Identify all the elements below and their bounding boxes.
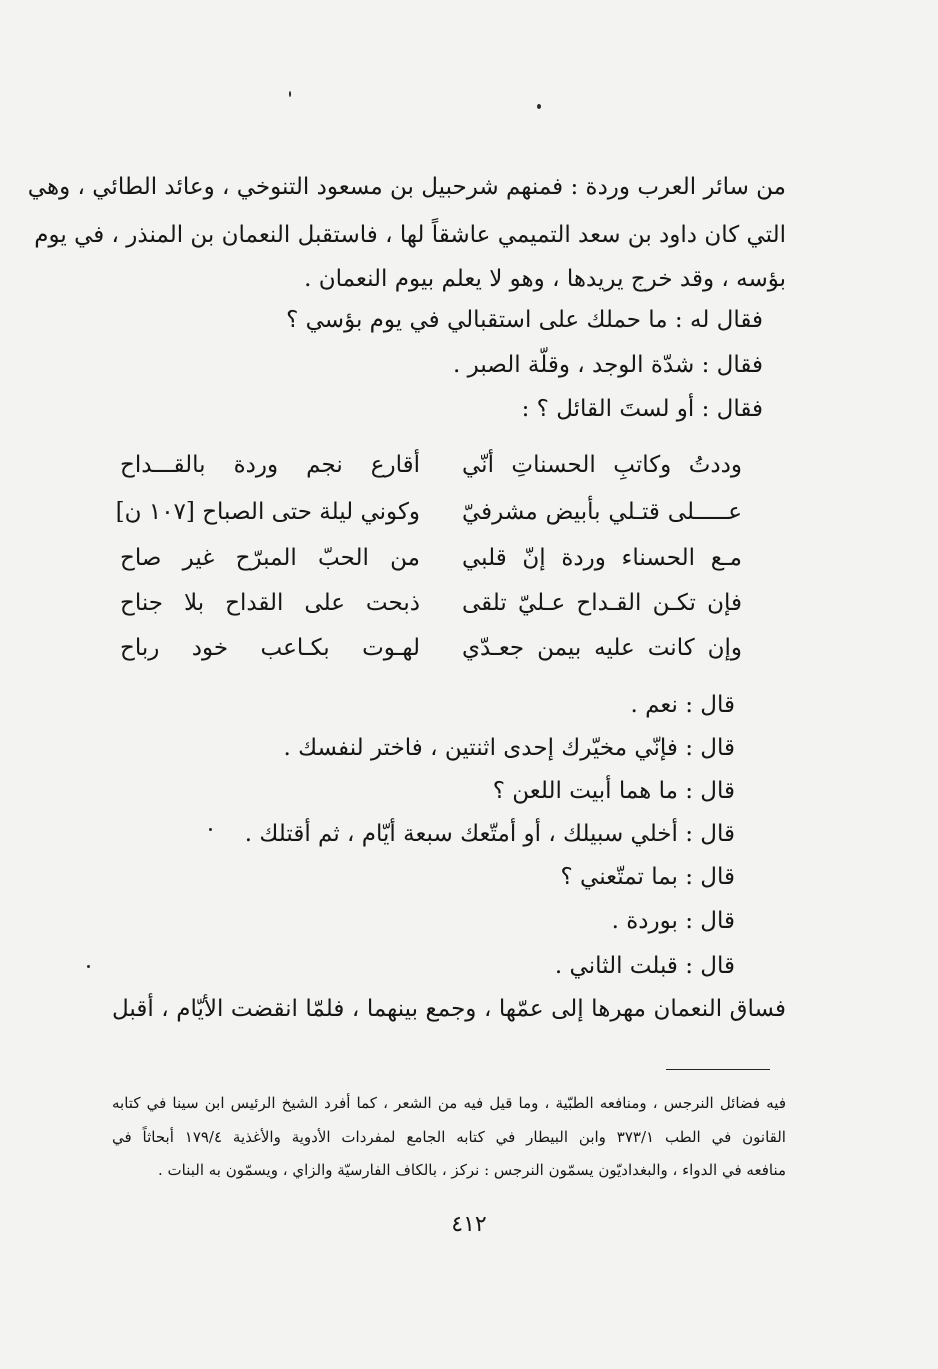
- paragraph-line: فساق النعمان مهرها إلى عمّها ، وجمع بينهما ، فلمّا انقضت الأيّام ، أقبل: [112, 996, 786, 1022]
- dialog-line: فقال : شدّة الوجد ، وقلّة الصبر .: [453, 352, 763, 378]
- verse-second-hemistich: وكوني ليلة حتى الصباح [١٠٧ ن]: [115, 499, 420, 525]
- paragraph-line: من سائر العرب وردة : فمنهم شرحبيل بن مسعود التنوخي ، وعائد الطائي ، وهي: [27, 174, 786, 200]
- dialog-line: فقال له : ما حملك على استقبالي في يوم بؤسي ؟: [286, 307, 763, 333]
- verse-row: [0, 540, 938, 576]
- scan-speck: [289, 91, 291, 97]
- paragraph-line: بؤسه ، وقد خرج يريدها ، وهو لا يعلم بيوم النعمان .: [304, 266, 786, 292]
- verse-row: [0, 630, 938, 666]
- dialog-line: قال : نعم .: [630, 692, 735, 718]
- scan-speck: [87, 965, 90, 968]
- verse-second-hemistich: ذبحت على القداح بلا جناح: [120, 590, 420, 616]
- footnote-line: فيه فضائل النرجس ، ومنافعه الطبّية ، وما قيل فيه من الشعر ، كما أفرد الشيخ الرئيس ابن سينا في كتابه: [112, 1094, 786, 1112]
- page-number: ٤١٢: [451, 1212, 487, 1237]
- dialog-line: قال : بما تمتّعني ؟: [560, 864, 735, 890]
- dialog-line: قال : ما هما أبيت اللعن ؟: [492, 778, 735, 804]
- paragraph-line: التي كان داود بن سعد التميمي عاشقاً لها ، فاستقبل النعمان بن المنذر ، في يوم: [34, 222, 786, 248]
- footnote-line: منافعه في الدواء ، والبغداديّون يسمّون النرجس : نركز ، بالكاف الفارسيّة والزاي ، ويسمّون به البنات .: [157, 1161, 786, 1179]
- dialog-line: قال : بوردة .: [611, 908, 735, 934]
- verse-first-hemistich: وددتُ وكاتبِ الحسناتِ أنّي: [462, 452, 742, 478]
- verse-first-hemistich: مـع الحسناء وردة إنّ قلبي: [462, 545, 742, 571]
- verse-second-hemistich: من الحبّ المبرّح غير صاح: [120, 545, 420, 571]
- verse-row: [0, 494, 938, 530]
- scan-speck: [209, 828, 212, 831]
- dialog-line: قال : قبلت الثاني .: [554, 953, 735, 979]
- dialog-line: قال : فإنّي مخيّرك إحدى اثنتين ، فاختر لنفسك .: [283, 735, 735, 761]
- verse-row: [0, 585, 938, 621]
- footnote-line: القانون في الطب ٣٧٣/١ وابن البيطار في كتابه الجامع لمفردات الأدوية والأغذية ١٧٩/٤ أبحاثاً في: [112, 1128, 786, 1146]
- verse-row: [0, 447, 938, 483]
- verse-first-hemistich: عـــــلى قتـلي بأبيض مشرفيّ: [462, 499, 742, 525]
- dialog-line: قال : أخلي سبيلك ، أو أمتّعك سبعة أيّام ، ثم أقتلك .: [244, 821, 735, 847]
- scan-speck: [537, 104, 541, 109]
- verse-second-hemistich: أقارع نجم وردة بالقـــداح: [120, 452, 420, 478]
- footnote-rule: [666, 1069, 770, 1070]
- verse-second-hemistich: لهـوت بكـاعب خود رباح: [120, 635, 420, 661]
- verse-first-hemistich: فإن تكـن القـداح عـليّ تلقى: [462, 590, 742, 616]
- verse-first-hemistich: وإن كانت عليه بيمن جعـدّي: [462, 635, 742, 661]
- dialog-line: فقال : أو لستَ القائل ؟ :: [521, 396, 763, 422]
